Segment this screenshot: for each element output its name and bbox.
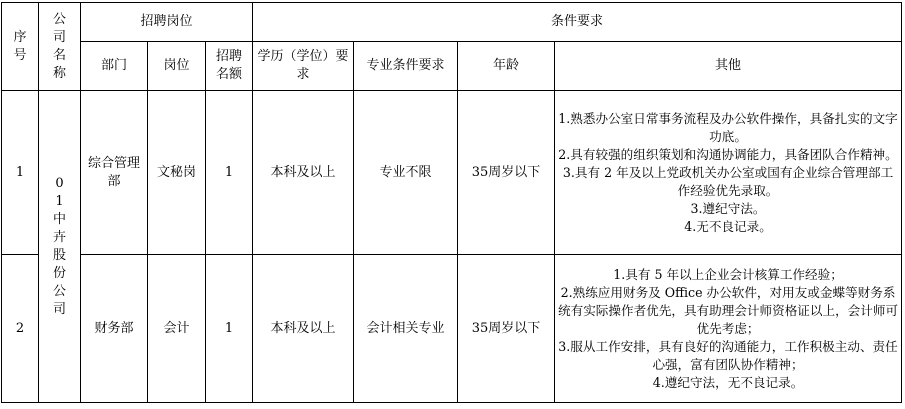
- header-position-group: 招聘岗位: [81, 3, 253, 42]
- table-row: [2, 255, 902, 403]
- company-name: 01中卉股份公司: [39, 91, 81, 403]
- row-quota: 1: [206, 91, 253, 255]
- row-age: 35周岁以下: [458, 255, 555, 403]
- table-row: [2, 91, 902, 255]
- other-line: 3.具有 2 年及以上党政机关办公室或国有企业综合管理部工作经验优先录取。: [562, 164, 894, 198]
- other-line: 2.具有较强的组织策划和沟通协调能力，具备团队合作精神。: [558, 146, 898, 162]
- row-education: 本科及以上: [253, 91, 354, 255]
- row-major: 会计相关专业: [354, 255, 458, 403]
- row-age: 35周岁以下: [458, 91, 555, 255]
- other-line: 4.遵纪守法，无不良记录。: [652, 374, 804, 390]
- row-seq: 1: [2, 91, 39, 255]
- header-age: 年龄: [458, 42, 555, 91]
- header-requirements-group: 条件要求: [253, 3, 902, 42]
- recruitment-table: [1, 2, 902, 403]
- header-company: 公司名称: [39, 3, 81, 91]
- header-position: 岗位: [148, 42, 206, 91]
- row-major: 专业不限: [354, 91, 458, 255]
- other-line: 1.具有 5 年以上企业会计核算工作经验；: [613, 266, 843, 282]
- header-department: 部门: [81, 42, 148, 91]
- other-line: 3.遵纪守法。: [690, 200, 766, 216]
- row-position: 文秘岗: [148, 91, 206, 255]
- other-line: 2.熟练应用财务及 Office 办公软件，对用友或金蝶等财务系统有实际操作者优先，具有助理会计师资格证以上，会计师可优先考虑；: [558, 284, 899, 336]
- row-department: 综合管理部: [81, 91, 148, 255]
- row-department: 财务部: [81, 255, 148, 403]
- row-other: [555, 255, 902, 403]
- header-education: 学历（学位）要求: [253, 42, 354, 91]
- header-seq: 序号: [2, 3, 39, 91]
- row-position: 会计: [148, 255, 206, 403]
- row-quota: 1: [206, 255, 253, 403]
- header-row-2: [2, 42, 902, 91]
- other-line: 1.熟悉办公室日常事务流程及办公软件操作，具备扎实的文字功底。: [558, 110, 898, 144]
- header-row-1: [2, 3, 902, 42]
- other-line: 3.服从工作安排，具有良好的沟通能力，工作积极主动、责任心强，富有团队协作精神；: [558, 338, 898, 372]
- header-quota: 招聘名额: [206, 42, 253, 91]
- other-line: 4.无不良记录。: [684, 218, 772, 234]
- row-education: 本科及以上: [253, 255, 354, 403]
- row-seq: 2: [2, 255, 39, 403]
- header-other: 其他: [555, 42, 902, 91]
- header-major: 专业条件要求: [354, 42, 458, 91]
- row-other: [555, 91, 902, 255]
